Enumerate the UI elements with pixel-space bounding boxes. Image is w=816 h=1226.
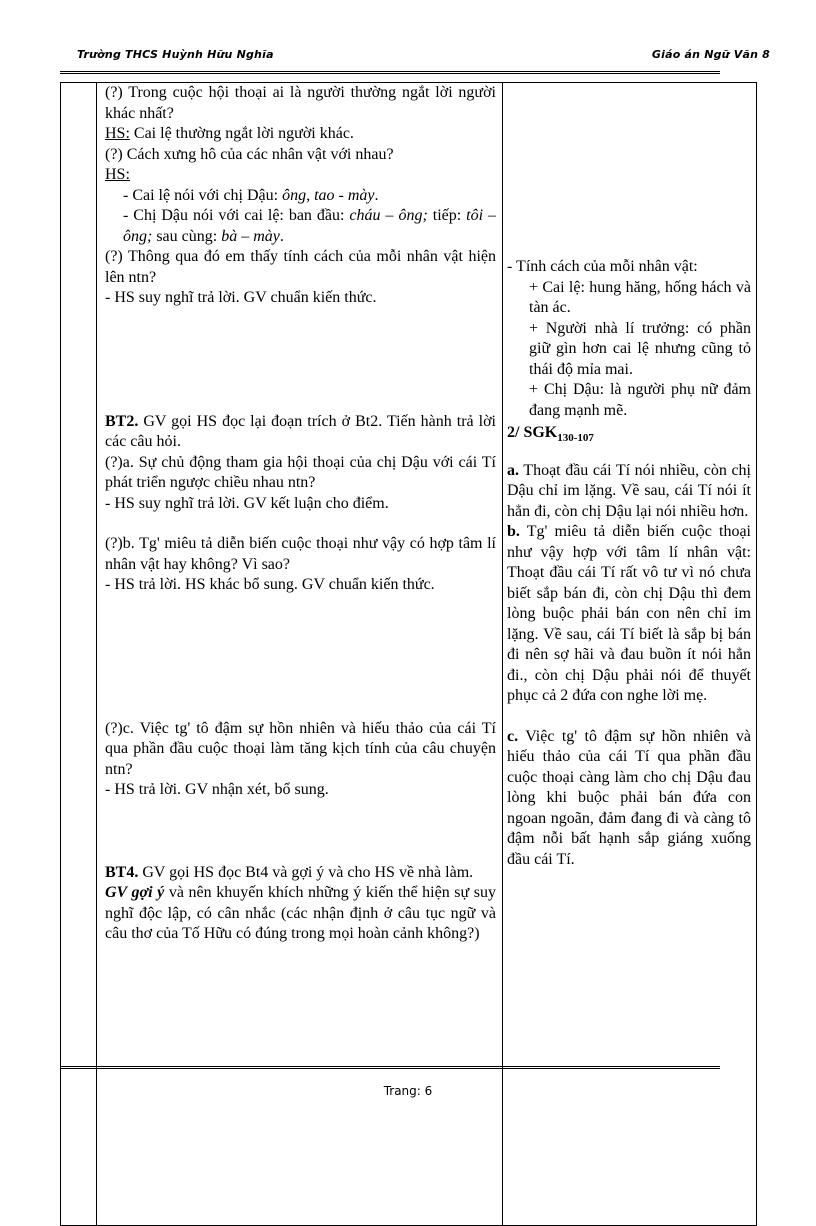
- question-c: (?)c. Việc tg' tô đậm sự hồn nhiên và hiếu thảo của cái Tí qua phần đầu cuộc thoại làm tăng kịch tính của câu chuyện ntn?: [105, 719, 496, 778]
- question-a: (?)a. Sự chủ động tham gia hội thoại của chị Dậu với cái Tí phát triển ngược chiều nhau ntn?: [105, 453, 496, 491]
- traits-title: - Tính cách của mỗi nhân vật:: [507, 258, 698, 275]
- answer-b: - HS trả lời. HS khác bổ sung. GV chuẩn kiến thức.: [105, 576, 435, 593]
- content-column: [503, 83, 757, 1226]
- left-column: [61, 83, 97, 1226]
- header-subject: Giáo án Ngữ Văn 8: [651, 48, 770, 61]
- answer-2-label: HS:: [105, 166, 130, 183]
- question-2: (?) Cách xưng hô của các nhân vật với nhau?: [105, 145, 394, 163]
- header-rule: [60, 71, 720, 74]
- answer-part-a: a. Thoạt đầu cái Tí nói nhiều, còn chị Dậu chỉ im lặng. Về sau, cái Tí nói ít hẳn đi, còn chị Dậu lại nói nhiều hơn.: [507, 461, 751, 520]
- question-b: (?)b. Tg' miêu tả diễn biến cuộc thoại như vậy có hợp tâm lí nhân vật hay không? Vì sao?: [105, 535, 496, 573]
- answer-2b: - Chị Dậu nói với cai lệ: ban đầu: cháu – ông; tiếp: tôi – ông; sau cùng: bà – mày.: [123, 207, 497, 245]
- answer-a: - HS suy nghĩ trả lời. GV kết luận cho điểm.: [105, 494, 389, 512]
- question-1: (?) Trong cuộc hội thoại ai là người thường ngắt lời người khác nhất?: [105, 84, 496, 122]
- answer-part-b: b. Tg' miêu tả diễn biến cuộc thoại như vậy hợp với tâm lí nhân vật: Thoạt đầu cái Tí rất vô tư vì nó chưa biết sắp bán đi, còn chị Dậu thì đem lòng buộc phải bán con nên chỉ im lặng. Về sau, cái Tí biết là sắp bị bán đi nên sợ hãi và đau buồn ít nói hẳn đi., còn chị Dậu phải nói để thuyết phục cả 2 đứa con nghe lời mẹ.: [507, 523, 751, 705]
- answer-1: HS: Cai lệ thường ngắt lời người khác.: [105, 125, 354, 142]
- trait-chi-dau: + Chị Dậu: là người phụ nữ đảm đang mạnh mẽ.: [529, 381, 751, 419]
- question-3: (?) Thông qua đó em thấy tính cách của mỗi nhân vật hiện lên ntn?: [105, 248, 496, 286]
- answer-3: - HS suy nghĩ trả lời. GV chuẩn kiến thức.: [105, 289, 377, 306]
- trait-cai-le: + Cai lệ: hung hăng, hống hách và tàn ác.: [529, 278, 751, 316]
- answer-c: - HS trả lời. GV nhận xét, bổ sung.: [105, 781, 329, 798]
- teacher-hint: GV gợi ý và nên khuyến khích những ý kiến thể hiện sự suy nghĩ độc lập, có cân nhắc (các nhận định ở câu tục ngữ và câu thơ của Tố Hữu có đúng trong mọi hoàn cảnh không?): [105, 884, 496, 942]
- answer-part-c: c. Việc tg' tô đậm sự hồn nhiên và hiếu thảo của cái Tí qua phần đầu cuộc thoại càng làm cho chị Dậu đau lòng khi buộc phải bán đứa con ngoan ngoãn, đảm đang đi và càng tô đậm nỗi bất hạnh sắp giáng xuống đầu cái Tí.: [507, 727, 751, 868]
- activity-column: [97, 83, 503, 1226]
- sgk-reference: 2/ $SGK_{130-107}$: [507, 424, 594, 445]
- exercise-2: BT2. GV gọi HS đọc lại đoạn trích ở Bt2. Tiến hành trả lời các câu hỏi.: [105, 412, 496, 450]
- header-school: Trường THCS Huỳnh Hữu Nghĩa: [77, 48, 274, 61]
- footer-rule: [60, 1066, 720, 1069]
- exercise-4: BT4. GV gọi HS đọc Bt4 và gợi ý và cho HS về nhà làm.: [105, 863, 474, 881]
- trait-nguoi-nha: + Người nhà lí trưởng: có phần giữ gìn hơn cai lệ nhưng cũng tỏ thái độ mỉa mai.: [529, 319, 751, 378]
- answer-2a: - Cai lệ nói với chị Dậu: ông, tao - mày.: [123, 186, 379, 204]
- lesson-table: [60, 82, 757, 1226]
- page-number: Trang: 6: [383, 1084, 433, 1098]
